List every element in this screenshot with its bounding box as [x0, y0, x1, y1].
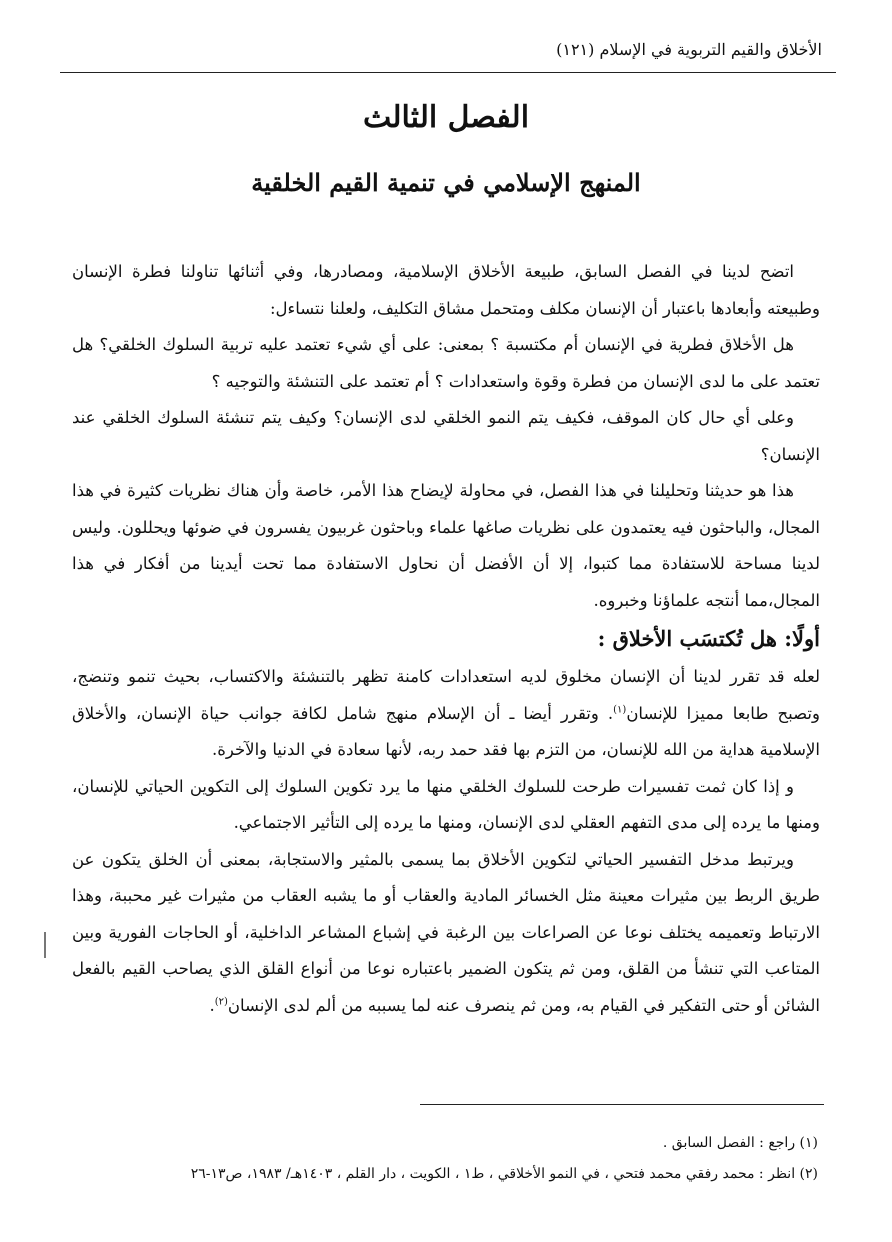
- paragraph-interpretations: و إذا كان ثمت تفسيرات طرحت للسلوك الخلقي منها ما يرد تكوين السلوك إلى التكوين الحياتي للإنسان، ومنها ما يرده إلى مدى التفهم العقلي لدى الإنسان، ومنها ما يرده إلى التأثير الاجتماعي.: [72, 776, 820, 832]
- footnotes: [72, 1128, 818, 1190]
- footnote-divider: [420, 1104, 824, 1105]
- header-divider: [60, 72, 836, 73]
- paragraph-acquisition-part2: . وتقرر أيضا ـ أن الإسلام منهج شامل لكافة جوانب حياة الإنسان، والأخلاق الإسلامية هداية من الله للإنسان، من التزم بها فقد حمد ربه، لأنها سعادة في الدنيا والآخرة.: [72, 703, 820, 759]
- footnote-ref-1: (١): [613, 704, 627, 715]
- footnote-ref-2: (٢): [214, 996, 228, 1007]
- footnote-2: (٢) انظر : محمد رفقي محمد فتحي ، في النمو الأخلاقي ، ط١ ، الكويت ، دار القلم ، ١٤٠٣هـ/ ١٩٨٣، ص١٣-٢٦: [190, 1166, 818, 1182]
- paragraph-development: وعلى أي حال كان الموقف، فكيف يتم النمو الخلقي لدى الإنسان؟ وكيف يتم تنشئة السلوك الخلقي عند الإنسان؟: [72, 408, 820, 464]
- footnote-1: (١) راجع : الفصل السابق .: [662, 1135, 818, 1151]
- paragraph-stimulus-response: [72, 842, 820, 1025]
- paragraph-acquisition-part1: لعله قد تقرر لدينا أن الإنسان مخلوق لديه استعدادات كامنة تظهر بالتنشئة والاكتساب، بحيث تنمو وتنضج، وتصبح طابعا مميزا للإنسان: [72, 667, 820, 723]
- paragraph-intro: اتضح لدينا في الفصل السابق، طبيعة الأخلاق الإسلامية، ومصادرها، وفي أثنائها تناولنا فطرة الإنسان وطبيعته وأبعادها باعتبار أن الإنسان مكلف ومتحمل مشاق التكليف، ولعلنا نتساءل:: [72, 262, 820, 318]
- running-header: الأخلاق والقيم التربوية في الإسلام (١٢١): [556, 40, 822, 59]
- paragraph-chapter-aim: هذا هو حديثنا وتحليلنا في هذا الفصل، في محاولة لإيضاح هذا الأمر، خاصة وأن هناك نظريات كثيرة في هذا المجال، والباحثون فيه يعتمدون على نظريات صاغها علماء وباحثون غربيون يفسرون في ضوئها ويحللون. وليس لدينا مساحة للاستفادة مما كتبوا، إلا أن الأفضل أن نحاول الاستفادة مما تحت أيدينا من أفكار في هذا المجال،مما أنتجه علماؤنا وخبروه.: [72, 481, 820, 610]
- paragraph-question: هل الأخلاق فطرية في الإنسان أم مكتسبة ؟ بمعنى: على أي شيء تعتمد عليه تربية السلوك الخلقي؟ هل تعتمد على ما لدى الإنسان من فطرة وقوة واستعدادات ؟ أم تعتمد على التنشئة والتوجيه ؟: [72, 335, 820, 391]
- paragraph-stimulus-response-part1: ويرتبط مدخل التفسير الحياتي لتكوين الأخلاق بما يسمى بالمثير والاستجابة، بمعنى أن الخلق يتكون عن طريق الربط بين مثيرات معينة مثل الخسائر المادية والعقاب أو ما يشبه العقاب من مثيرات غير محببة، وهذا الارتباط وتعميمه يختلف نوعا عن الصراعات بين الرغبة في إشباع المشاعر الداخلية، أو الحاجات الفورية وبين المتاعب التي تنشأ من القلق، ومن ثم يتكون الضمير باعتباره نوعا من أنواع القلق الذي يصاحب القيم بالفعل الشائن أو حتى التفكير في القيام به، ومن ثم ينصرف عنه لما يسببه من ألم لدى الإنسان: [72, 849, 820, 1015]
- paragraph-acquisition: [72, 659, 820, 769]
- scan-artifact-mark: [44, 932, 46, 958]
- chapter-title: الفصل الثالث: [362, 100, 530, 135]
- section-heading: أولًا: هل تُكتسَب الأخلاق :: [597, 626, 820, 651]
- body-text: [72, 254, 820, 1024]
- chapter-subtitle: المنهج الإسلامي في تنمية القيم الخلقية: [251, 168, 641, 197]
- paragraph-stimulus-response-part2: .: [209, 995, 215, 1015]
